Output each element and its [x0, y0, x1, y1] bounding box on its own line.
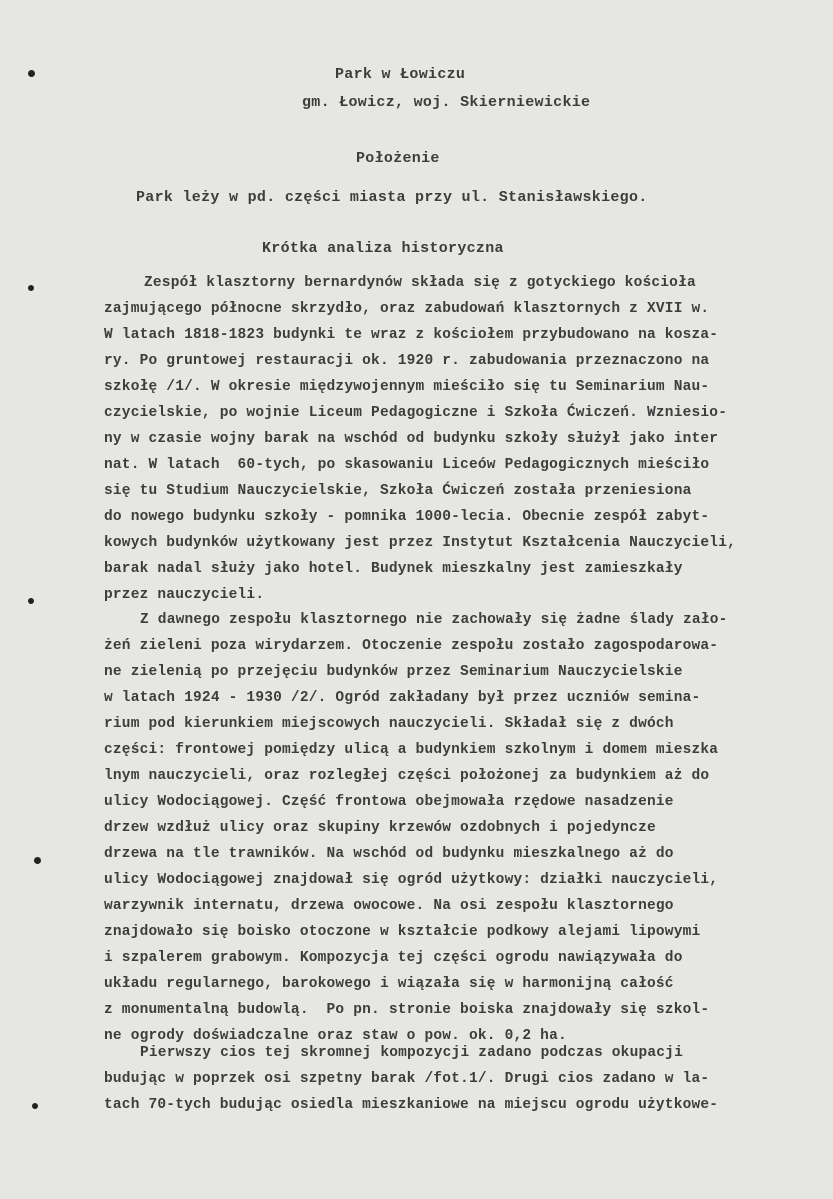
text-line: przez nauczycieli. [104, 587, 265, 603]
location-heading: Położenie [356, 150, 440, 167]
text-line: W latach 1818-1823 budynki te wraz z kościołem przybudowano na kosza- [104, 327, 719, 343]
text-line: części: frontowej pomiędzy ulicą a budynkiem szkolnym i domem mieszka [104, 742, 719, 758]
text-line: znajdowało się boisko otoczone w kształcie podkowy alejami lipowymi [104, 924, 701, 940]
text-line: Z dawnego zespołu klasztornego nie zachowały się żadne ślady zało- [140, 612, 728, 628]
text-line: z monumentalną budowlą. Po pn. stronie boiska znajdowały się szkol- [104, 1002, 710, 1018]
text-line: rium pod kierunkiem miejscowych nauczycieli. Składał się z dwóch [104, 716, 674, 732]
text-line: drzew wzdłuż ulicy oraz skupiny krzewów ozdobnych i pojedyncze [104, 820, 656, 836]
text-line: ulicy Wodociągowej znajdował się ogród użytkowy: działki nauczycieli, [104, 872, 719, 888]
text-line: warzywnik internatu, drzewa owocowe. Na osi zespołu klasztornego [104, 898, 674, 914]
text-line: żeń zieleni poza wirydarzem. Otoczenie zespołu zostało zagospodarowa- [104, 638, 719, 654]
text-line: się tu Studium Nauczycielskie, Szkoła Ćwiczeń została przeniesiona [104, 483, 692, 499]
text-line: ne ogrody doświadczalne oraz staw o pow. ok. 0,2 ha. [104, 1028, 567, 1044]
margin-mark [34, 857, 41, 864]
text-line: Zespół klasztorny bernardynów składa się z gotyckiego kościoła [144, 275, 696, 291]
text-line: do nowego budynku szkoły - pomnika 1000-lecia. Obecnie zespół zabyt- [104, 509, 710, 525]
margin-mark [28, 285, 34, 291]
text-line: układu regularnego, barokowego i wiązała się w harmonijną całość [104, 976, 674, 992]
text-line: drzewa na tle trawników. Na wschód od budynku mieszkalnego aż do [104, 846, 674, 862]
margin-mark [28, 598, 34, 604]
text-line: ulicy Wodociągowej. Część frontowa obejmowała rzędowe nasadzenie [104, 794, 674, 810]
text-line: ry. Po gruntowej restauracji ok. 1920 r. zabudowania przeznaczono na [104, 353, 710, 369]
document-title: Park w Łowiczu [335, 66, 466, 83]
history-heading: Krótka analiza historyczna [262, 240, 504, 257]
text-line: barak nadal służy jako hotel. Budynek mieszkalny jest zamieszkały [104, 561, 683, 577]
text-line: w latach 1924 - 1930 /2/. Ogród zakładany był przez uczniów semina- [104, 690, 701, 706]
text-line: ne zielenią po przejęciu budynków przez Seminarium Nauczycielskie [104, 664, 683, 680]
text-line: lnym nauczycieli, oraz rozległej części położonej za budynkiem aż do [104, 768, 710, 784]
location-text: Park leży w pd. części miasta przy ul. Stanisławskiego. [136, 189, 648, 206]
text-line: czycielskie, po wojnie Liceum Pedagogiczne i Szkoła Ćwiczeń. Wzniesio- [104, 405, 728, 421]
document-subtitle: gm. Łowicz, woj. Skierniewickie [302, 94, 591, 111]
text-line: nat. W latach 60-tych, po skasowaniu Liceów Pedagogicznych mieściło [104, 457, 710, 473]
text-line: ny w czasie wojny barak na wschód od budynku szkoły służył jako inter [104, 431, 719, 447]
text-line: budując w poprzek osi szpetny barak /fot.1/. Drugi cios zadano w la- [104, 1071, 710, 1087]
text-line: kowych budynków użytkowany jest przez Instytut Kształcenia Nauczycieli, [104, 535, 737, 551]
text-line: zajmującego północne skrzydło, oraz zabudowań klasztornych z XVII w. [104, 301, 710, 317]
text-line: tach 70-tych budując osiedla mieszkaniowe na miejscu ogrodu użytkowe- [104, 1097, 719, 1113]
margin-mark [32, 1103, 38, 1109]
margin-mark [28, 70, 35, 77]
text-line: szkołę /1/. W okresie międzywojennym mieściło się tu Seminarium Nau- [104, 379, 710, 395]
text-line: Pierwszy cios tej skromnej kompozycji zadano podczas okupacji [140, 1045, 683, 1061]
text-line: i szpalerem grabowym. Kompozycja tej części ogrodu nawiązywała do [104, 950, 683, 966]
